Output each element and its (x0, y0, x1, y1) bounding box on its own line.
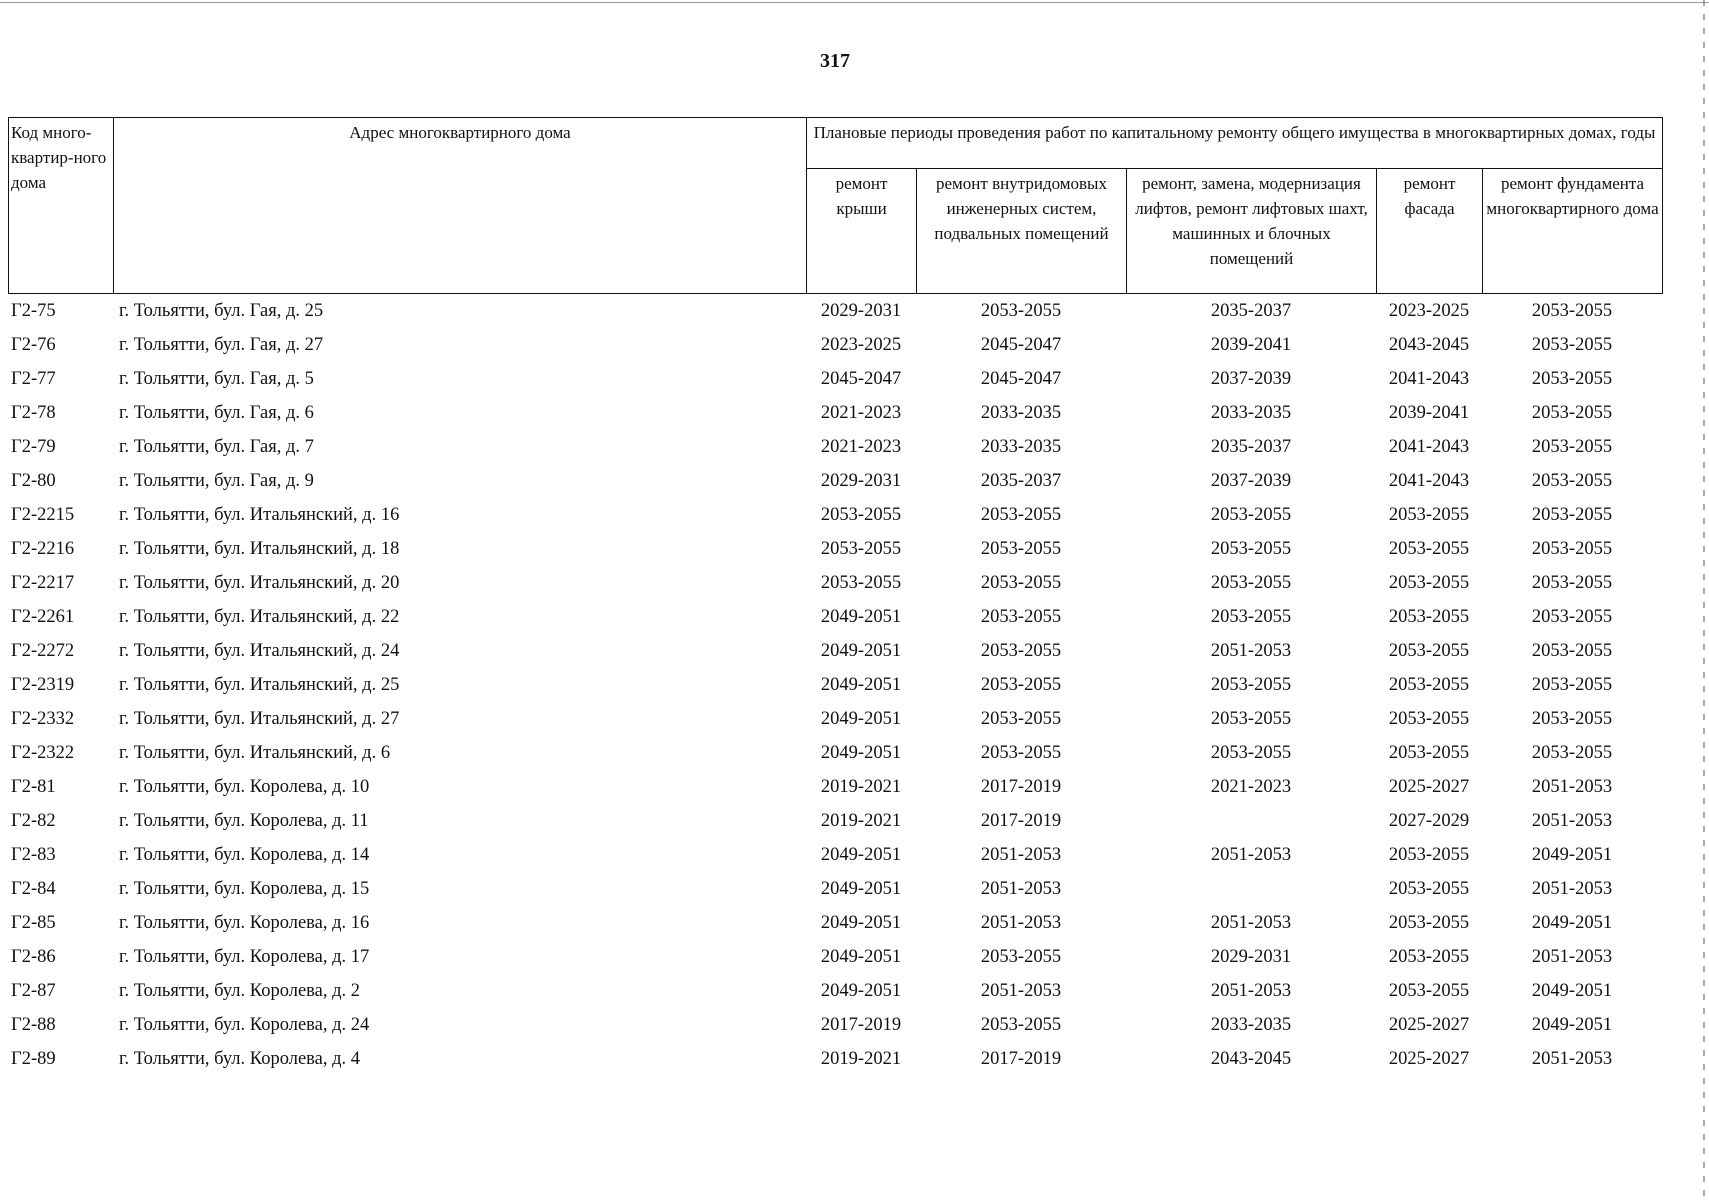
cell-foundation: 2051-2053 (1531, 878, 1613, 899)
table-row (8, 940, 1662, 974)
header-systems: ремонт внутридомовых инженерных систем, подвальных помещений (917, 169, 1127, 294)
cell-address: г. Тольятти, бул. Итальянский, д. 24 (119, 640, 400, 661)
cell-systems: 2053-2055 (980, 300, 1062, 321)
cell-systems: 2053-2055 (980, 538, 1062, 559)
cell-foundation: 2051-2053 (1531, 776, 1613, 797)
table-row (8, 668, 1662, 702)
cell-roof: 2021-2023 (820, 436, 902, 457)
cell-facade: 2053-2055 (1388, 606, 1470, 627)
cell-address: г. Тольятти, бул. Гая, д. 9 (119, 470, 314, 491)
cell-code: Г2-85 (11, 912, 56, 933)
cell-code: Г2-75 (11, 300, 56, 321)
cell-facade: 2053-2055 (1388, 742, 1470, 763)
cell-systems: 2053-2055 (980, 1014, 1062, 1035)
cell-address: г. Тольятти, бул. Гая, д. 25 (119, 300, 324, 321)
cell-foundation: 2053-2055 (1531, 640, 1613, 661)
cell-facade: 2025-2027 (1388, 1048, 1470, 1069)
cell-systems: 2053-2055 (980, 708, 1062, 729)
cell-address: г. Тольятти, бул. Итальянский, д. 18 (119, 538, 400, 559)
cell-code: Г2-88 (11, 1014, 56, 1035)
cell-foundation: 2049-2051 (1531, 844, 1613, 865)
cell-roof: 2049-2051 (820, 742, 902, 763)
cell-foundation: 2051-2053 (1531, 810, 1613, 831)
cell-lifts: 2051-2053 (1210, 640, 1292, 661)
cell-address: г. Тольятти, бул. Королева, д. 4 (119, 1048, 361, 1069)
cell-foundation: 2053-2055 (1531, 436, 1613, 457)
cell-foundation: 2053-2055 (1531, 334, 1613, 355)
cell-systems: 2017-2019 (980, 1048, 1062, 1069)
header-periods: Плановые периоды проведения работ по капитальному ремонту общего имущества в многоквартирных домах, годы (807, 118, 1663, 169)
cell-facade: 2043-2045 (1388, 334, 1470, 355)
cell-address: г. Тольятти, бул. Гая, д. 27 (119, 334, 324, 355)
cell-address: г. Тольятти, бул. Гая, д. 5 (119, 368, 314, 389)
cell-roof: 2049-2051 (820, 606, 902, 627)
header-facade: ремонт фасада (1377, 169, 1483, 294)
cell-address: г. Тольятти, бул. Итальянский, д. 22 (119, 606, 400, 627)
cell-code: Г2-2215 (11, 504, 75, 525)
cell-facade: 2053-2055 (1388, 708, 1470, 729)
cell-systems: 2053-2055 (980, 742, 1062, 763)
cell-systems: 2017-2019 (980, 776, 1062, 797)
cell-lifts: 2029-2031 (1210, 946, 1292, 967)
cell-facade: 2025-2027 (1388, 1014, 1470, 1035)
cell-systems: 2051-2053 (980, 980, 1062, 1001)
cell-facade: 2053-2055 (1388, 844, 1470, 865)
cell-systems: 2051-2053 (980, 878, 1062, 899)
cell-facade: 2039-2041 (1388, 402, 1470, 423)
cell-address: г. Тольятти, бул. Королева, д. 10 (119, 776, 370, 797)
cell-systems: 2053-2055 (980, 674, 1062, 695)
header-foundation: ремонт фундамента многоквартирного дома (1483, 169, 1663, 294)
table-row (8, 702, 1662, 736)
cell-systems: 2033-2035 (980, 436, 1062, 457)
table-row (8, 1042, 1662, 1076)
cell-code: Г2-76 (11, 334, 56, 355)
cell-lifts: 2037-2039 (1210, 470, 1292, 491)
cell-foundation: 2053-2055 (1531, 368, 1613, 389)
cell-code: Г2-81 (11, 776, 56, 797)
cell-code: Г2-79 (11, 436, 56, 457)
cell-roof: 2019-2021 (820, 776, 902, 797)
cell-systems: 2053-2055 (980, 946, 1062, 967)
table-body (8, 294, 1662, 1076)
cell-code: Г2-89 (11, 1048, 56, 1069)
cell-code: Г2-2216 (11, 538, 75, 559)
cell-lifts (1126, 804, 1376, 838)
cell-roof: 2045-2047 (820, 368, 902, 389)
cell-roof: 2049-2051 (820, 844, 902, 865)
cell-systems: 2053-2055 (980, 504, 1062, 525)
table-row (8, 464, 1662, 498)
cell-facade: 2041-2043 (1388, 436, 1470, 457)
cell-roof: 2019-2021 (820, 1048, 902, 1069)
cell-code: Г2-2319 (11, 674, 75, 695)
cell-code: Г2-84 (11, 878, 56, 899)
cell-code: Г2-80 (11, 470, 56, 491)
table-row (8, 600, 1662, 634)
cell-address: г. Тольятти, бул. Итальянский, д. 27 (119, 708, 400, 729)
cell-foundation: 2053-2055 (1531, 504, 1613, 525)
cell-systems: 2045-2047 (980, 334, 1062, 355)
cell-systems: 2033-2035 (980, 402, 1062, 423)
cell-address: г. Тольятти, бул. Итальянский, д. 25 (119, 674, 400, 695)
cell-lifts: 2053-2055 (1210, 504, 1292, 525)
table-row (8, 906, 1662, 940)
cell-foundation: 2053-2055 (1531, 402, 1613, 423)
cell-roof: 2049-2051 (820, 708, 902, 729)
cell-address: г. Тольятти, бул. Королева, д. 2 (119, 980, 361, 1001)
cell-code: Г2-83 (11, 844, 56, 865)
cell-code: Г2-2272 (11, 640, 75, 661)
header-address: Адрес многоквартирного дома (114, 118, 807, 294)
cell-foundation: 2049-2051 (1531, 1014, 1613, 1035)
cell-systems: 2053-2055 (980, 640, 1062, 661)
table-row (8, 294, 1662, 328)
table-row (8, 872, 1662, 906)
cell-roof: 2053-2055 (820, 538, 902, 559)
cell-address: г. Тольятти, бул. Гая, д. 7 (119, 436, 314, 457)
cell-address: г. Тольятти, бул. Королева, д. 16 (119, 912, 370, 933)
cell-foundation: 2053-2055 (1531, 708, 1613, 729)
cell-address: г. Тольятти, бул. Королева, д. 15 (119, 878, 370, 899)
scan-edge (1703, 0, 1705, 1200)
cell-foundation: 2053-2055 (1531, 572, 1613, 593)
cell-facade: 2053-2055 (1388, 504, 1470, 525)
cell-code: Г2-82 (11, 810, 56, 831)
cell-code: Г2-2322 (11, 742, 75, 763)
table-row (8, 532, 1662, 566)
cell-roof: 2029-2031 (820, 300, 902, 321)
cell-roof: 2023-2025 (820, 334, 902, 355)
cell-foundation: 2053-2055 (1531, 538, 1613, 559)
cell-foundation: 2053-2055 (1531, 742, 1613, 763)
cell-systems: 2053-2055 (980, 572, 1062, 593)
cell-foundation: 2053-2055 (1531, 470, 1613, 491)
cell-roof: 2049-2051 (820, 640, 902, 661)
cell-lifts: 2053-2055 (1210, 572, 1292, 593)
cell-foundation: 2051-2053 (1531, 946, 1613, 967)
cell-lifts: 2043-2045 (1210, 1048, 1292, 1069)
cell-roof: 2029-2031 (820, 470, 902, 491)
table-row (8, 770, 1662, 804)
table-row (8, 430, 1662, 464)
cell-foundation: 2053-2055 (1531, 606, 1613, 627)
cell-lifts (1126, 872, 1376, 906)
cell-address: г. Тольятти, бул. Итальянский, д. 6 (119, 742, 391, 763)
cell-address: г. Тольятти, бул. Королева, д. 11 (119, 810, 369, 831)
cell-lifts: 2037-2039 (1210, 368, 1292, 389)
cell-facade: 2027-2029 (1388, 810, 1470, 831)
header-lifts: ремонт, замена, модернизация лифтов, ремонт лифтовых шахт, машинных и блочных помещений (1127, 169, 1377, 294)
cell-roof: 2049-2051 (820, 946, 902, 967)
cell-lifts: 2053-2055 (1210, 674, 1292, 695)
table-row (8, 804, 1662, 838)
cell-code: Г2-78 (11, 402, 56, 423)
cell-lifts: 2051-2053 (1210, 844, 1292, 865)
table-row (8, 974, 1662, 1008)
cell-lifts: 2021-2023 (1210, 776, 1292, 797)
cell-roof: 2053-2055 (820, 572, 902, 593)
cell-roof: 2017-2019 (820, 1014, 902, 1035)
cell-lifts: 2035-2037 (1210, 436, 1292, 457)
cell-facade: 2053-2055 (1388, 912, 1470, 933)
table-row (8, 498, 1662, 532)
cell-lifts: 2053-2055 (1210, 708, 1292, 729)
cell-lifts: 2051-2053 (1210, 980, 1292, 1001)
cell-systems: 2045-2047 (980, 368, 1062, 389)
cell-facade: 2041-2043 (1388, 470, 1470, 491)
cell-roof: 2049-2051 (820, 912, 902, 933)
cell-address: г. Тольятти, бул. Итальянский, д. 20 (119, 572, 400, 593)
table-row (8, 1008, 1662, 1042)
cell-facade: 2053-2055 (1388, 946, 1470, 967)
cell-code: Г2-77 (11, 368, 56, 389)
top-rule (0, 2, 1709, 3)
cell-lifts: 2033-2035 (1210, 1014, 1292, 1035)
table-row (8, 566, 1662, 600)
table-row (8, 328, 1662, 362)
cell-facade: 2025-2027 (1388, 776, 1470, 797)
cell-facade: 2041-2043 (1388, 368, 1470, 389)
cell-lifts: 2053-2055 (1210, 742, 1292, 763)
cell-address: г. Тольятти, бул. Королева, д. 14 (119, 844, 370, 865)
cell-systems: 2051-2053 (980, 912, 1062, 933)
cell-roof: 2049-2051 (820, 674, 902, 695)
header-roof: ремонт крыши (807, 169, 917, 294)
cell-facade: 2053-2055 (1388, 674, 1470, 695)
cell-facade: 2053-2055 (1388, 878, 1470, 899)
cell-systems: 2035-2037 (980, 470, 1062, 491)
cell-lifts: 2053-2055 (1210, 538, 1292, 559)
cell-facade: 2053-2055 (1388, 980, 1470, 1001)
table-row (8, 396, 1662, 430)
cell-code: Г2-2332 (11, 708, 75, 729)
cell-facade: 2023-2025 (1388, 300, 1470, 321)
cell-facade: 2053-2055 (1388, 572, 1470, 593)
cell-foundation: 2051-2053 (1531, 1048, 1613, 1069)
cell-roof: 2053-2055 (820, 504, 902, 525)
cell-facade: 2053-2055 (1388, 640, 1470, 661)
cell-code: Г2-87 (11, 980, 56, 1001)
header-code: Код много-квартир-ного дома (9, 118, 114, 294)
cell-systems: 2053-2055 (980, 606, 1062, 627)
cell-lifts: 2035-2037 (1210, 300, 1292, 321)
cell-code: Г2-2217 (11, 572, 75, 593)
cell-roof: 2049-2051 (820, 980, 902, 1001)
cell-systems: 2051-2053 (980, 844, 1062, 865)
cell-address: г. Тольятти, бул. Королева, д. 24 (119, 1014, 370, 1035)
cell-lifts: 2033-2035 (1210, 402, 1292, 423)
cell-foundation: 2049-2051 (1531, 912, 1613, 933)
cell-facade: 2053-2055 (1388, 538, 1470, 559)
cell-systems: 2017-2019 (980, 810, 1062, 831)
cell-lifts: 2053-2055 (1210, 606, 1292, 627)
cell-address: г. Тольятти, бул. Итальянский, д. 16 (119, 504, 400, 525)
cell-foundation: 2053-2055 (1531, 300, 1613, 321)
cell-foundation: 2049-2051 (1531, 980, 1613, 1001)
table-row (8, 362, 1662, 396)
cell-lifts: 2039-2041 (1210, 334, 1292, 355)
cell-address: г. Тольятти, бул. Королева, д. 17 (119, 946, 370, 967)
table-row (8, 838, 1662, 872)
cell-code: Г2-2261 (11, 606, 75, 627)
cell-roof: 2019-2021 (820, 810, 902, 831)
cell-lifts: 2051-2053 (1210, 912, 1292, 933)
table-header (8, 117, 1663, 294)
page-number: 317 (820, 50, 850, 72)
capital-repair-table (8, 117, 1663, 1076)
table-row (8, 736, 1662, 770)
cell-foundation: 2053-2055 (1531, 674, 1613, 695)
cell-roof: 2049-2051 (820, 878, 902, 899)
cell-code: Г2-86 (11, 946, 56, 967)
table-row (8, 634, 1662, 668)
cell-address: г. Тольятти, бул. Гая, д. 6 (119, 402, 314, 423)
cell-roof: 2021-2023 (820, 402, 902, 423)
